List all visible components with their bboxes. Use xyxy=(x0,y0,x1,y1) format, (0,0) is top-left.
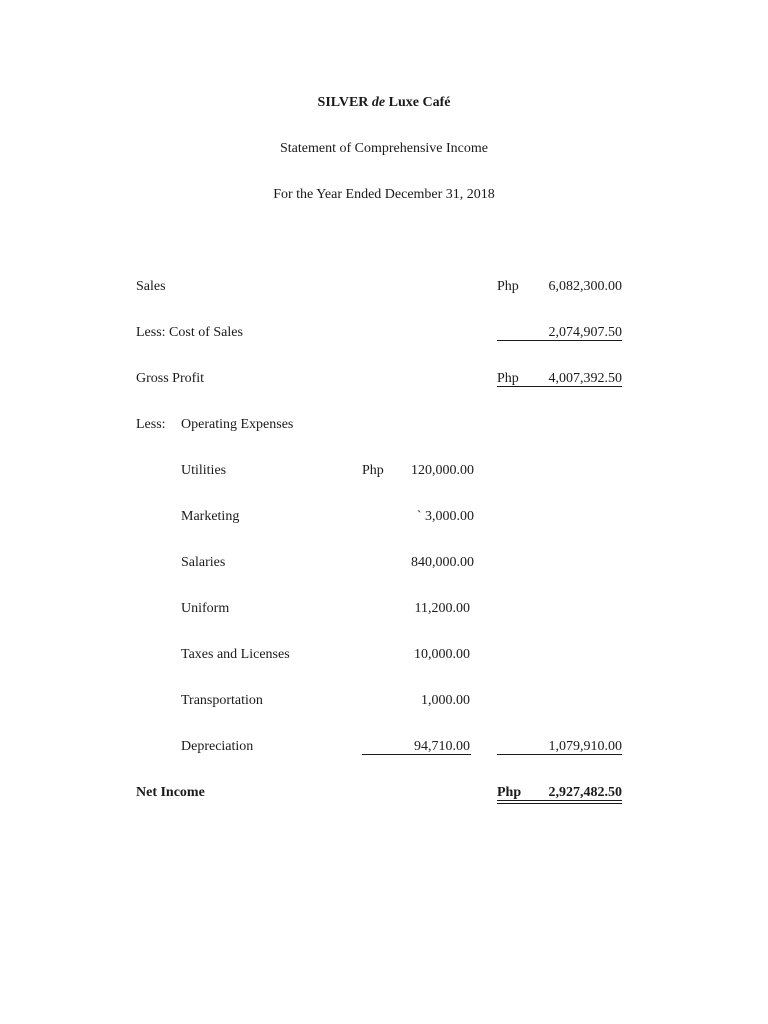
expense-amount-utilities: 120,000.00 xyxy=(411,463,474,478)
operating-expenses-total: 1,079,910.00 xyxy=(548,739,622,754)
gross-profit-amount: 4,007,392.50 xyxy=(548,371,622,386)
expense-amount-depreciation: 94,710.00 xyxy=(414,739,470,754)
expense-amount-marketing: ` 3,000.00 xyxy=(416,509,474,524)
sales-label: Sales xyxy=(136,279,166,294)
expense-label-taxes: Taxes and Licenses xyxy=(181,647,290,662)
expense-amount-taxes: 10,000.00 xyxy=(414,647,470,662)
cost-of-sales-label: Less: Cost of Sales xyxy=(136,325,243,340)
sales-amount: 6,082,300.00 xyxy=(548,279,622,294)
company-name xyxy=(0,94,768,112)
expense-amount-uniform: 11,200.00 xyxy=(414,601,470,616)
statement-title: Statement of Comprehensive Income xyxy=(280,141,488,156)
statement-period: For the Year Ended December 31, 2018 xyxy=(273,187,495,202)
sales-currency: Php xyxy=(497,279,519,294)
expense-label-uniform: Uniform xyxy=(181,601,230,616)
expense-label-transportation: Transportation xyxy=(181,693,263,708)
net-income-currency: Php xyxy=(497,785,522,800)
expense-label-marketing: Marketing xyxy=(181,509,240,524)
expense-amount-transportation: 1,000.00 xyxy=(421,693,470,708)
net-income-label: Net Income xyxy=(136,785,205,800)
expense-label-depreciation: Depreciation xyxy=(181,739,254,754)
operating-total-underline xyxy=(497,754,622,755)
cost-of-sales-amount: 2,074,907.50 xyxy=(548,325,622,340)
gross-profit-currency: Php xyxy=(497,371,519,386)
expense-label-salaries: Salaries xyxy=(181,555,226,570)
gross-profit-label: Gross Profit xyxy=(136,371,205,386)
company-name-part: SILVER xyxy=(317,95,372,110)
expense-amount-salaries: 840,000.00 xyxy=(411,555,474,570)
company-name-italic: de xyxy=(371,95,386,110)
gross-profit-underline xyxy=(497,386,622,387)
net-income-double-underline xyxy=(497,800,622,804)
depreciation-underline xyxy=(362,754,471,755)
operating-expenses-heading: Operating Expenses xyxy=(181,417,294,432)
net-income-amount: 2,927,482.50 xyxy=(548,785,622,800)
expense-currency: Php xyxy=(362,463,384,478)
company-name-part: Luxe Café xyxy=(385,95,451,110)
expense-label-utilities: Utilities xyxy=(181,463,227,478)
less-label: Less: xyxy=(136,417,166,432)
cost-of-sales-underline xyxy=(497,340,622,341)
